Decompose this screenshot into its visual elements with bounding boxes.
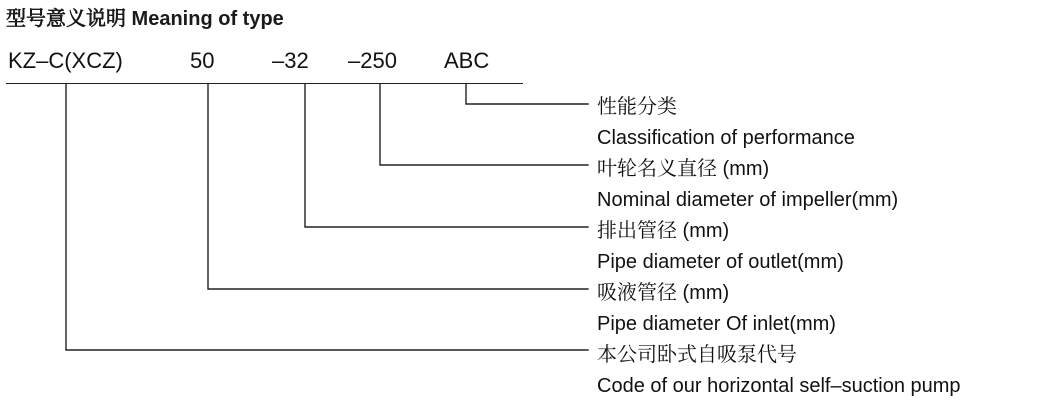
model-code-segment-impeller: –250	[348, 48, 397, 73]
leader-line-outlet	[305, 84, 588, 227]
legend-label-cn: 性能分类	[597, 96, 677, 118]
model-code-segment-performance: ABC	[444, 48, 490, 73]
leader-line-impeller	[380, 84, 588, 165]
page-title: 型号意义说明 Meaning of type	[6, 8, 284, 30]
leader-line-inlet	[208, 84, 588, 289]
model-code-segment-outlet: –32	[272, 48, 309, 73]
legend-label-en: Pipe diameter Of inlet(mm)	[597, 313, 836, 335]
legend-item	[597, 340, 1052, 402]
leader-line-pump-code	[66, 84, 588, 350]
legend-item	[597, 154, 1052, 216]
legend-item	[597, 216, 1052, 278]
legend-label-en: Nominal diameter of impeller(mm)	[597, 189, 899, 211]
model-code-segment-prefix: KZ–C(XCZ)	[8, 48, 123, 73]
legend-label-en: Code of our horizontal self–suction pump	[597, 375, 961, 397]
legend-item	[597, 278, 1052, 340]
legend-block	[597, 92, 1052, 402]
legend-item	[597, 92, 1052, 154]
legend-label-cn: 叶轮名义直径 (mm)	[597, 158, 770, 180]
leader-line-performance	[466, 84, 588, 104]
legend-label-cn: 本公司卧式自吸泵代号	[597, 344, 797, 366]
model-code-segment-inlet: 50	[190, 48, 215, 73]
legend-label-en: Pipe diameter of outlet(mm)	[597, 251, 844, 273]
legend-label-cn: 吸液管径 (mm)	[597, 282, 730, 304]
legend-label-cn: 排出管径 (mm)	[597, 220, 730, 242]
legend-label-en: Classification of performance	[597, 127, 855, 149]
